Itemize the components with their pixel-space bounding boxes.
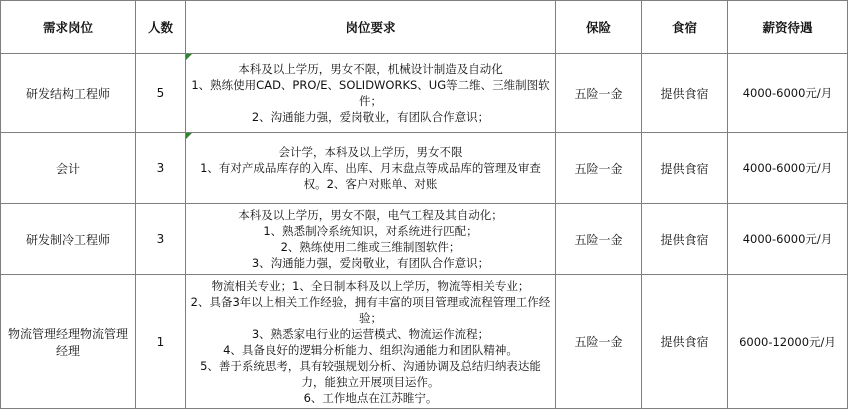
header-requirements: 岗位要求: [186, 1, 556, 54]
position-cell: 物流管理经理物流管理经理: [1, 275, 136, 409]
meals-cell: 提供食宿: [642, 275, 728, 409]
header-insurance: 保险: [556, 1, 642, 54]
requirement-line: 本科及以上学历，男女不限，电气工程及其自动化；: [238, 208, 503, 222]
header-count: 人数: [136, 1, 186, 54]
count-cell: 3: [136, 204, 186, 275]
cell-comment-marker-icon: [186, 133, 192, 139]
cell-comment-marker-icon: [186, 54, 192, 60]
position-cell: 会计: [1, 133, 136, 204]
insurance-cell: 五险一金: [556, 54, 642, 133]
insurance-cell: 五险一金: [556, 133, 642, 204]
requirement-line: 1、有对产成品库存的入库、出库、月末盘点等成品库的管理及审查权。2、客户对账单、对账: [200, 161, 541, 191]
requirement-line: 3、熟悉家电行业的运营模式、物流运作流程；: [251, 326, 490, 341]
requirement-line: 本科及以上学历，男女不限，机械设计制造及自动化: [238, 62, 503, 76]
requirement-line: 物流相关专业；1、全日制本科及以上学历，物流等相关专业；: [211, 278, 530, 293]
table-row: [1, 275, 848, 409]
requirement-line: 2、沟通能力强，爱岗敬业，有团队合作意识；: [251, 110, 490, 124]
salary-cell: 4000-6000元/月: [728, 133, 848, 204]
requirement-line: 5、善于系统思考，具有较强规划分析、沟通协调及总结归纳表达能力，能独立开展项目运作。: [200, 358, 541, 389]
requirement-line: 1、熟悉制冷系统知识，对系统进行匹配；: [263, 224, 478, 238]
count-cell: 5: [136, 54, 186, 133]
requirement-line: 4、具备良好的逻辑分析能力、组织沟通能力和团队精神。: [223, 342, 518, 357]
requirements-cell: [186, 204, 556, 275]
insurance-cell: 五险一金: [556, 204, 642, 275]
insurance-cell: 五险一金: [556, 275, 642, 409]
salary-cell: 4000-6000元/月: [728, 204, 848, 275]
requirement-line: 3、沟通能力强，爱岗敬业，有团队合作意识；: [251, 256, 490, 270]
table-row: [1, 204, 848, 275]
requirement-line: 1、熟练使用CAD、PRO/E、SOLIDWORKS、UG等二维、三维制图软件；: [191, 78, 550, 108]
meals-cell: 提供食宿: [642, 54, 728, 133]
header-meals: 食宿: [642, 1, 728, 54]
position-cell: 研发制冷工程师: [1, 204, 136, 275]
requirement-line: 2、具备3年以上相关工作经验，拥有丰富的项目管理或流程管理工作经验；: [190, 294, 551, 325]
table-row: [1, 133, 848, 204]
table-row: [1, 54, 848, 133]
count-cell: 3: [136, 133, 186, 204]
requirement-line: 2、熟练使用二维或三维制图软件；: [280, 240, 461, 254]
requirement-line: 会计学，本科及以上学历，男女不限: [278, 145, 463, 159]
requirement-line: 6、工作地点在江苏睢宁。: [303, 390, 438, 405]
requirements-cell: [186, 275, 556, 409]
position-cell: 研发结构工程师: [1, 54, 136, 133]
count-cell: 1: [136, 275, 186, 409]
header-salary: 薪资待遇: [728, 1, 848, 54]
header-row: [1, 1, 848, 54]
header-position: 需求岗位: [1, 1, 136, 54]
salary-cell: 6000-12000元/月: [728, 275, 848, 409]
requirements-cell: [186, 133, 556, 204]
requirements-cell: [186, 54, 556, 133]
meals-cell: 提供食宿: [642, 133, 728, 204]
salary-cell: 4000-6000元/月: [728, 54, 848, 133]
meals-cell: 提供食宿: [642, 204, 728, 275]
